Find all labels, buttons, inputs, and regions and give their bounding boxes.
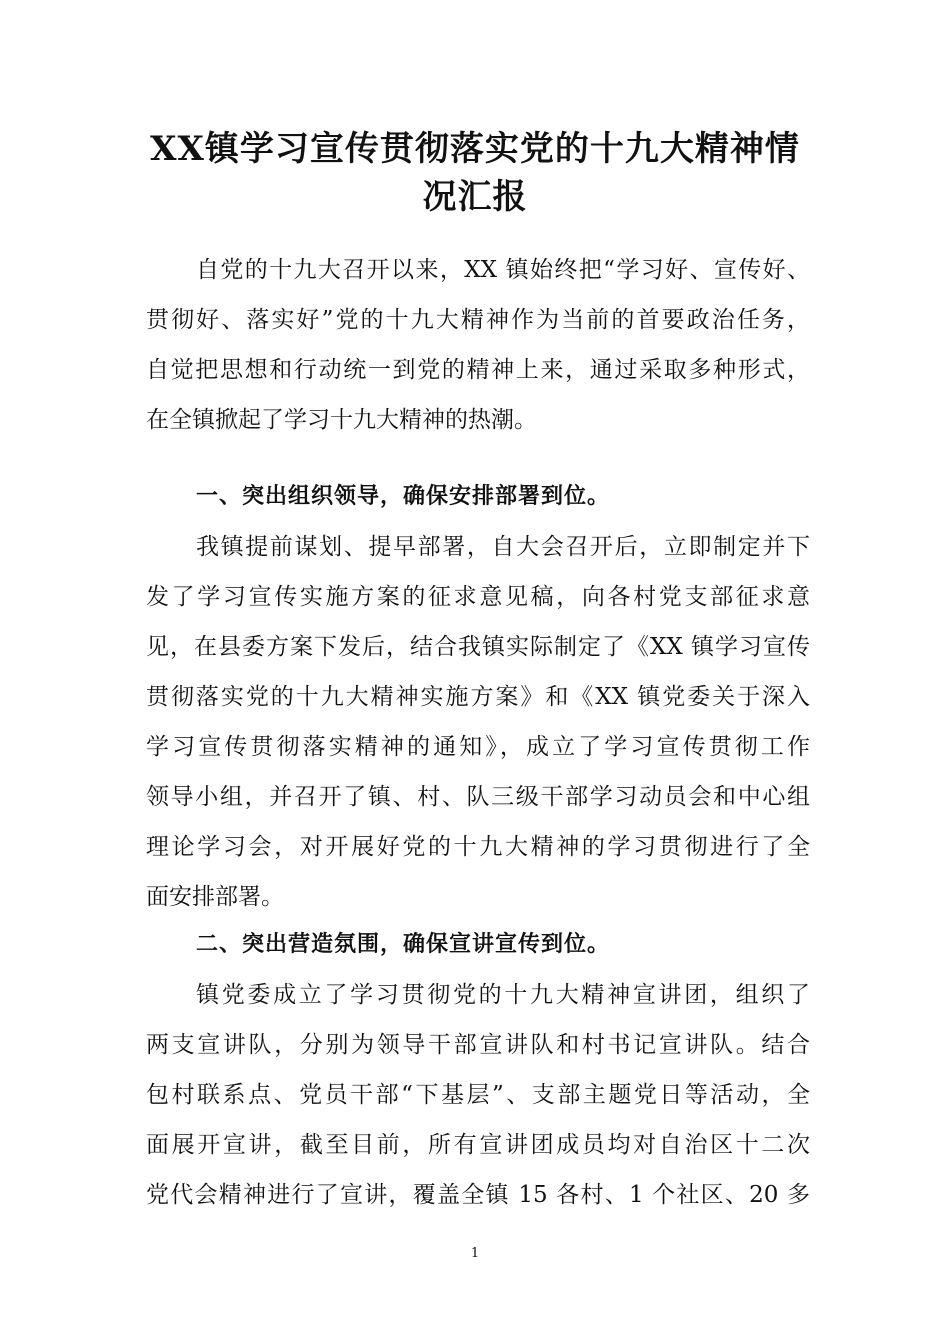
paragraph-line: 学习宣传贯彻落实精神的通知》，成立了学习宣传贯彻工作 <box>146 734 810 760</box>
paragraph-line: 镇党委成立了学习贯彻党的十九大精神宣讲团，组织了 <box>196 982 810 1008</box>
paragraph-line: 理论学习会，对开展好党的十九大精神的学习贯彻进行了全 <box>146 834 810 860</box>
paragraph-line: 贯彻好、落实好”党的十九大精神作为当前的首要政治任务， <box>146 307 810 333</box>
paragraph-line: 领导小组，并召开了镇、村、队三级干部学习动员会和中心组 <box>146 784 810 810</box>
page-number: 1 <box>470 1246 480 1261</box>
paragraph-line: 自党的十九大召开以来，XX 镇始终把“学习好、宣传好、 <box>196 257 810 283</box>
section-2-heading: 二、突出营造氛围，确保宣讲宣传到位。 <box>196 932 611 957</box>
document-title-line-1: XX镇学习宣传贯彻落实党的十九大精神情 <box>150 129 800 169</box>
section-1-heading: 一、突出组织领导，确保安排部署到位。 <box>196 484 611 509</box>
document-title-line-2: 况汇报 <box>422 177 528 217</box>
paragraph-line: 两支宣讲队，分别为领导干部宣讲队和村书记宣讲队。结合 <box>146 1032 810 1058</box>
paragraph-line: 包村联系点、党员干部“下基层”、支部主题党日等活动，全 <box>146 1082 810 1108</box>
paragraph-line: 在全镇掀起了学习十九大精神的热潮。 <box>146 407 537 433</box>
paragraph-line: 贯彻落实党的十九大精神实施方案》和《XX 镇党委关于深入 <box>146 684 810 710</box>
paragraph-line: 发了学习宣传实施方案的征求意见稿，向各村党支部征求意 <box>146 584 810 610</box>
paragraph-line: 面安排部署。 <box>146 884 284 910</box>
paragraph-line: 自觉把思想和行动统一到党的精神上来，通过采取多种形式， <box>146 357 810 383</box>
paragraph-line: 见，在县委方案下发后，结合我镇实际制定了《XX 镇学习宣传 <box>146 634 810 660</box>
paragraph-line: 面展开宣讲，截至目前，所有宣讲团成员均对自治区十二次 <box>146 1132 810 1158</box>
paragraph-line: 党代会精神进行了宣讲，覆盖全镇 15 各村、1 个社区、20 多 <box>146 1182 810 1208</box>
paragraph-line: 我镇提前谋划、提早部署，自大会召开后，立即制定并下 <box>196 534 810 560</box>
